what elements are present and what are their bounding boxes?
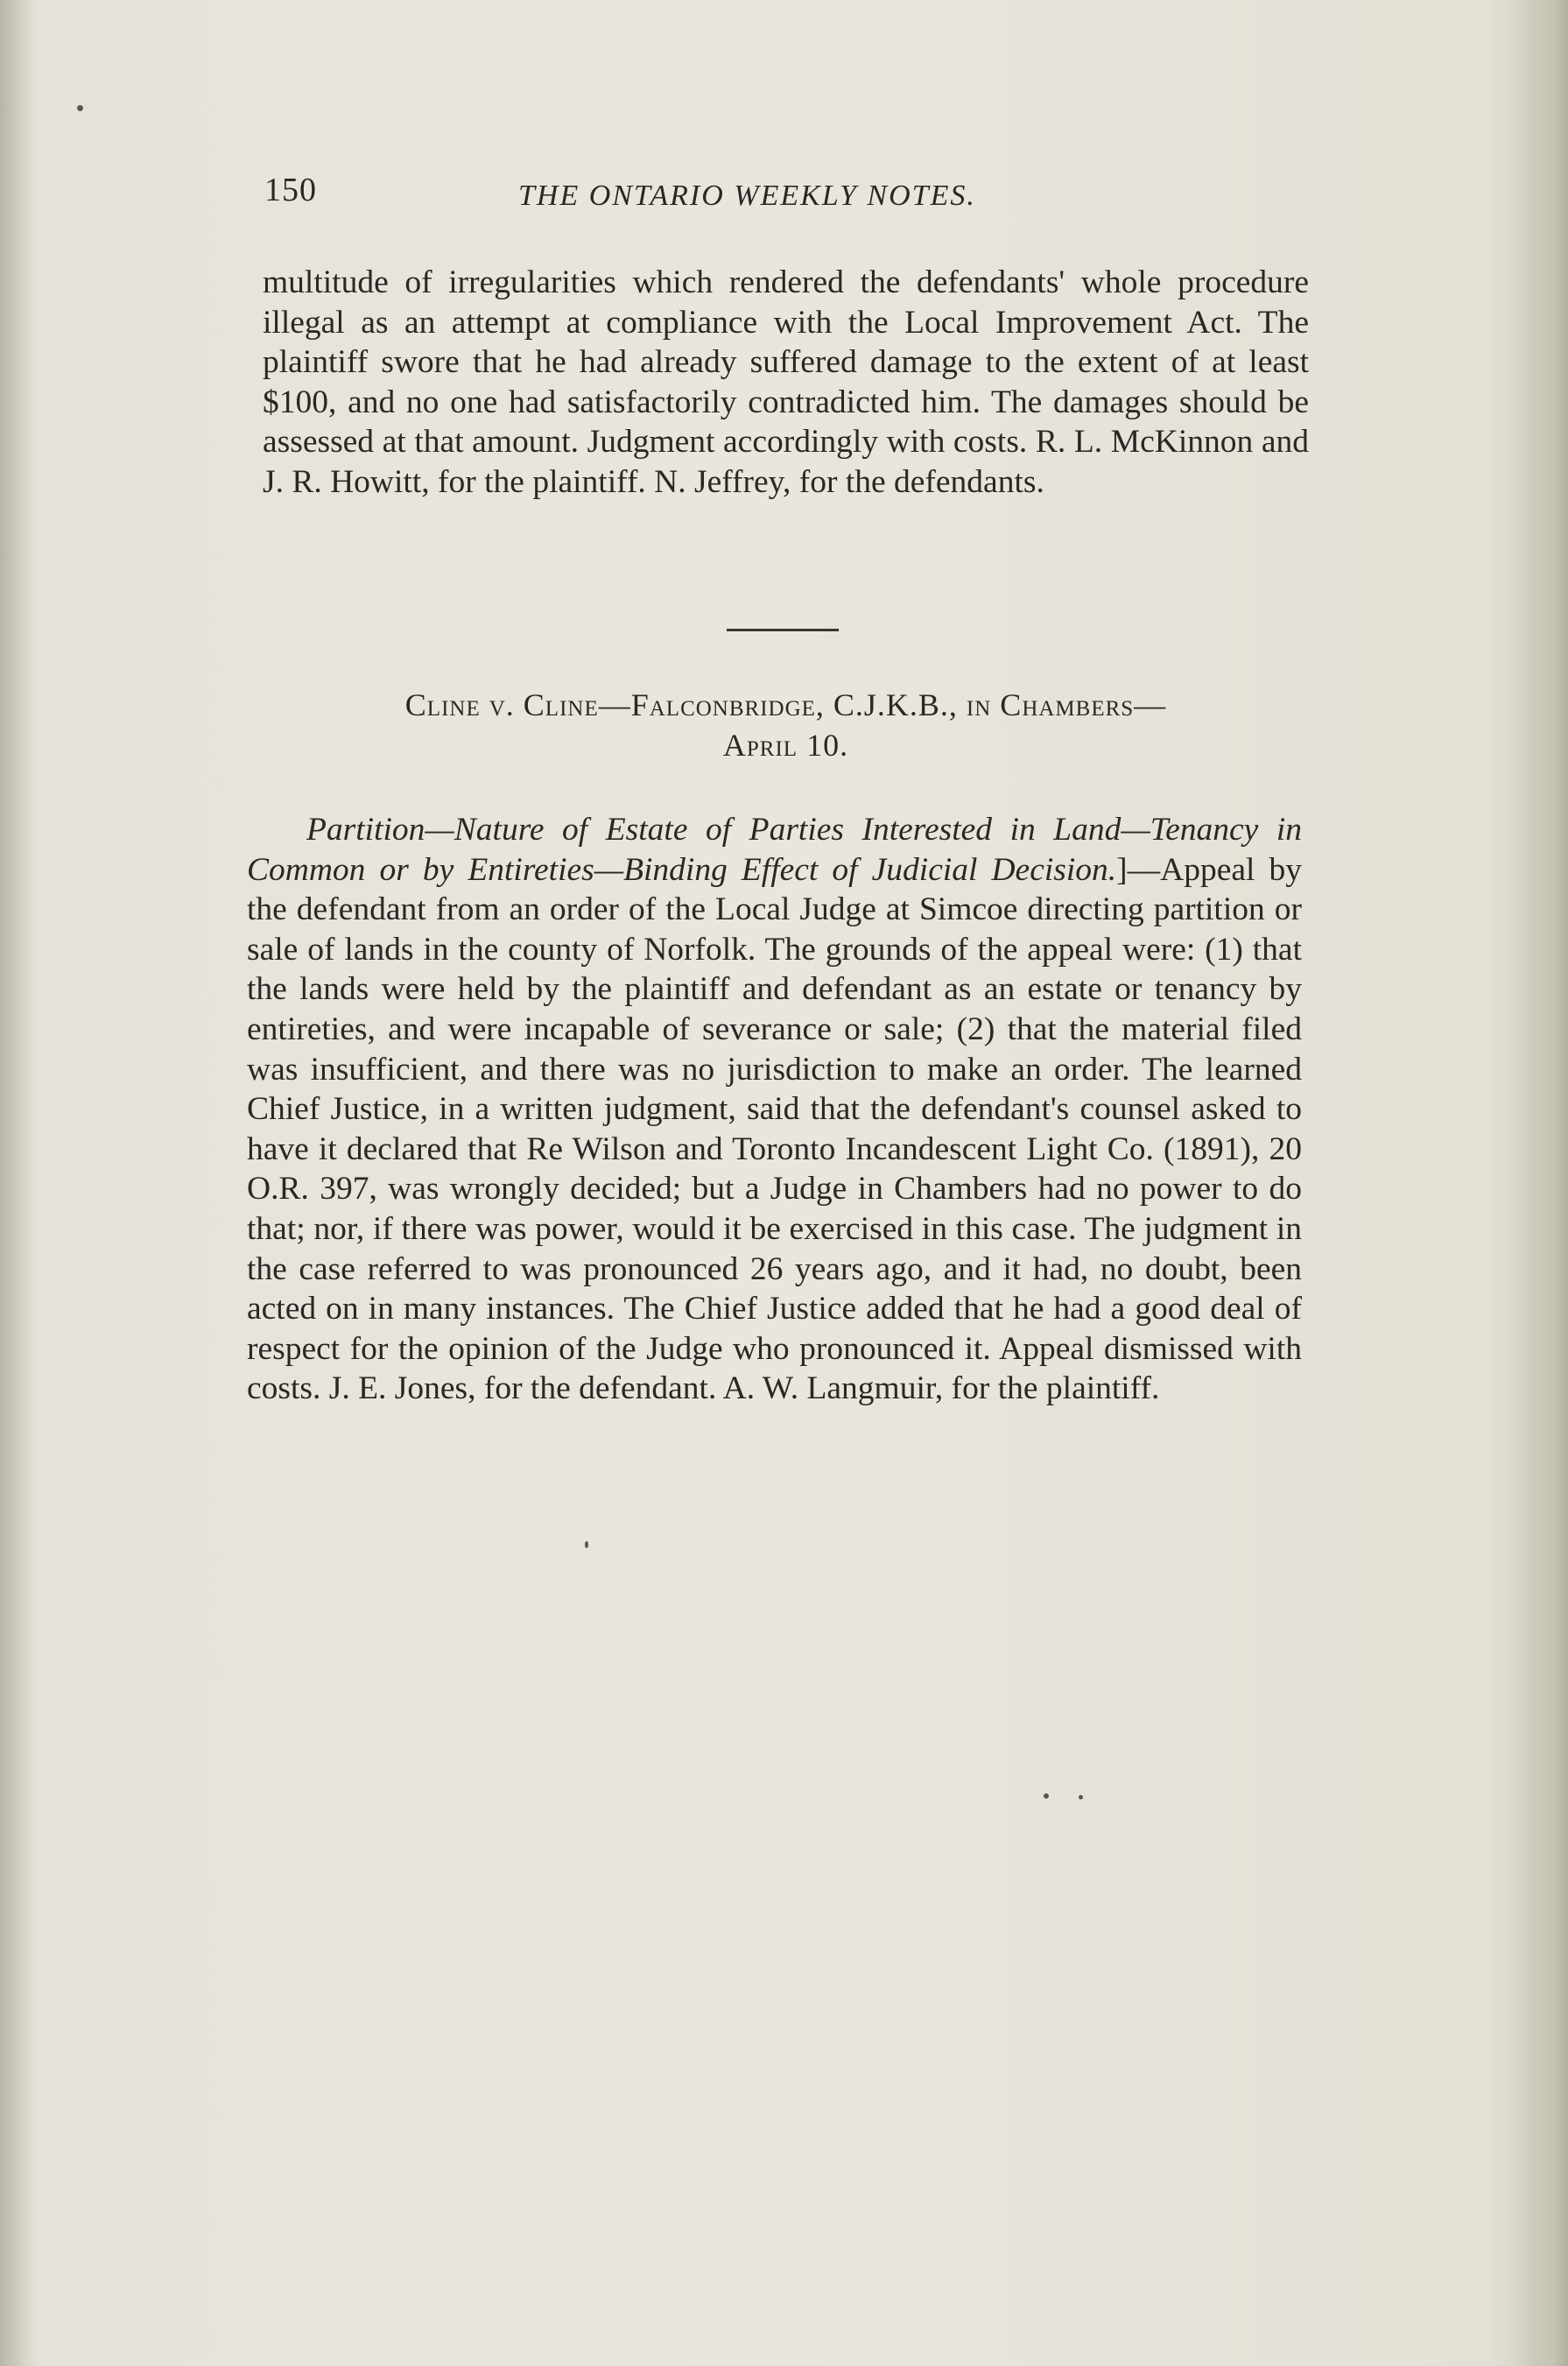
case-heading [263, 685, 1309, 765]
case-heading-line-1: Cline v. Cline—Falconbridge, C.J.K.B., in Chambers— [404, 687, 1167, 722]
binding-gutter-shadow [0, 0, 35, 2366]
page-header [264, 171, 1315, 232]
page-edge-shadow [1515, 0, 1568, 2366]
paper-speck [1044, 1793, 1049, 1799]
paper-speck [77, 105, 83, 111]
paper-speck [1079, 1795, 1083, 1799]
case-report-body: ]—Appeal by the defendant from an order of the Local Judge at Simcoe directing partition or sale of lands in the county of Norfolk. The grounds of the appeal were: (1) that the lands were held by the plaintiff and defendant as an estate or tenancy by entireties, and were incapable of severance or sale; (2) that the material filed was insufficient, and there was no jurisdiction to make an order. The learned Chief Justice, in a written judgment, said that the defendant's counsel asked to have it declared that Re Wilson and Toronto Incandescent Light Co. (1891), 20 O.R. 397, was wrongly decided; but a Judge in Chambers had no power to do that; nor, if there was power, would it be exercised in this case. The judgment in the case referred to was pronounced 26 years ago, and it had, no doubt, been acted on in many instances. The Chief Justice added that he had a good deal of respect for the opinion of the Judge who pronounced it. Appeal dismissed with costs. J. E. Jones, for the defendant. A. W. Langmuir, for the plaintiff. [247, 851, 1302, 1407]
continued-paragraph: multitude of irregularities which rendered the defendants' whole procedure illegal as an attempt at compliance with the Local Improvement Act. The plaintiff swore that he had already suffered damage to the extent of at least $100, and no one had satisfactorily contradicted him. The damages should be assessed at that amount. Judgment accordingly with costs. R. L. McKinnon and J. R. Howitt, for the plaintiff. N. Jeffrey, for the defendants. [263, 264, 1309, 500]
catchwords: Partition—Nature of Estate of Parties Interested in Land—Tenancy in Common or by Entireties—Binding Effect of Judicial Decision. [247, 812, 1302, 888]
case-report-paragraph [247, 810, 1302, 1409]
case-heading-line-2: April 10. [722, 728, 849, 763]
section-divider [727, 629, 839, 631]
page-number: 150 [264, 172, 317, 208]
paper-speck [585, 1541, 588, 1548]
running-title: THE ONTARIO WEEKLY NOTES. [518, 180, 976, 212]
